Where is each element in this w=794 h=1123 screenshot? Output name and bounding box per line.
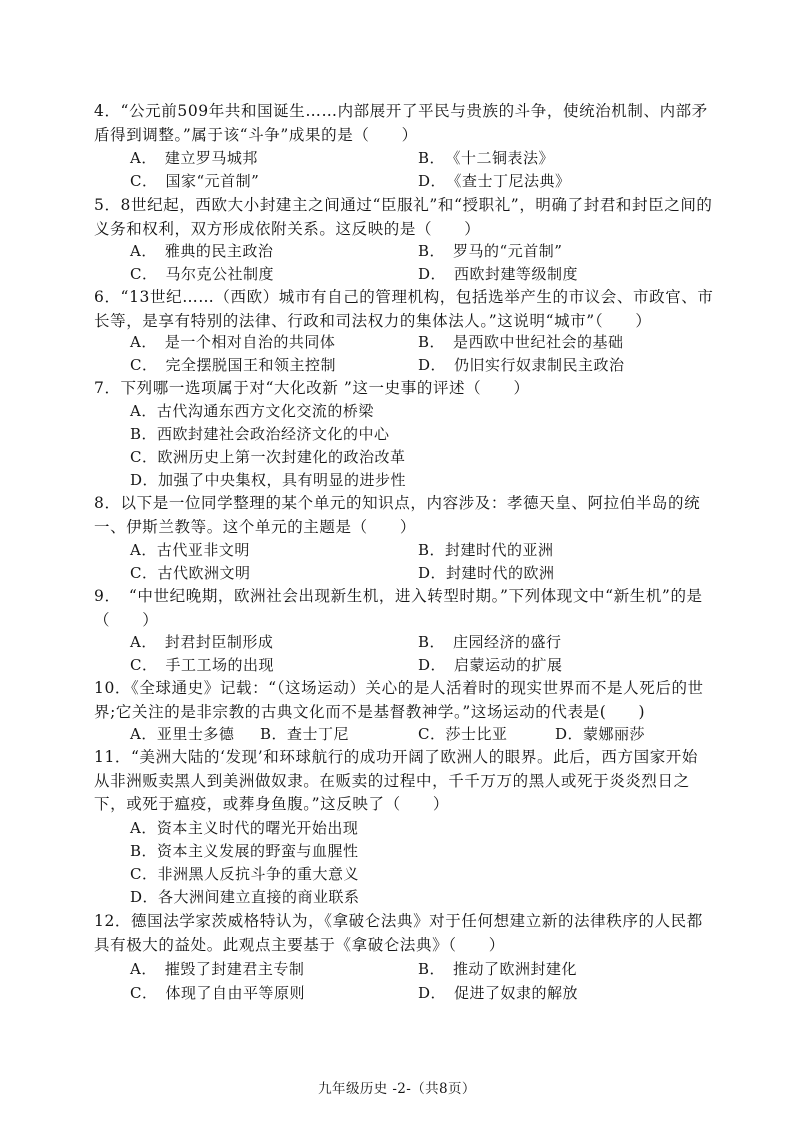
option-d: D． 启蒙运动的扩展 — [418, 656, 563, 674]
question-stem: 5．8世纪起，西欧大小封建主之间通过“臣服礼”和“授职礼”，明确了封君和封臣之间的义务和权利，双方形成依附关系。这反映的是（ ） — [94, 196, 713, 238]
option-b: B． 罗马的“元首制” — [418, 242, 563, 260]
option-b: B．查士丁尼 — [260, 725, 350, 743]
option-b: B． 《十二铜表法》 — [418, 149, 555, 167]
option-b: B． 是西欧中世纪社会的基础 — [418, 333, 624, 351]
option-c: C． 完全摆脱国王和领主控制 — [130, 356, 336, 374]
question-stem: 6．“13世纪……（西欧）城市有自己的管理机构，包括选举产生的市议会、市政官、市长等，是享有特别的法律、行政和司法权力的集体法人。”这说明“城市”（ ） — [94, 288, 714, 330]
option-a: A． 封君封臣制形成 — [130, 633, 274, 651]
option-c: C． 手工工场的出现 — [130, 656, 274, 674]
option-d: D．加强了中央集权，具有明显的进步性 — [130, 471, 407, 489]
option-c: C． 体现了自由平等原则 — [130, 984, 305, 1002]
option-d: D．蒙娜丽莎 — [555, 725, 646, 743]
option-a: A．古代亚非文明 — [130, 541, 250, 559]
option-a: A． 是一个相对自治的共同体 — [130, 333, 336, 351]
option-d: D．封建时代的欧洲 — [418, 564, 555, 582]
question-stem: 4．“公元前509年共和国诞生……内部展开了平民与贵族的斗争，使统治机制、内部矛盾得到调整。”属于该“斗争”成果的是（ ） — [94, 102, 708, 144]
question-stem: 9． “中世纪晚期，欧洲社会出现新生机，进入转型时期。”下列体现文中“新生机”的是（ ） — [94, 587, 703, 629]
option-b: B．封建时代的亚洲 — [418, 541, 554, 559]
question-stem: 7．下列哪一选项属于对“大化改新 ”这一史事的评述（ ） — [94, 379, 530, 397]
option-d: D． 促进了奴隶的解放 — [418, 984, 579, 1002]
option-a: A． 建立罗马城邦 — [130, 149, 258, 167]
option-c: C．古代欧洲文明 — [130, 564, 251, 582]
option-b: B． 庄园经济的盛行 — [418, 633, 562, 651]
option-c: C．欧洲历史上第一次封建化的政治改革 — [130, 448, 406, 466]
option-a: A．古代沟通东西方文化交流的桥梁 — [130, 402, 374, 420]
option-b: B．西欧封建社会政治经济文化的中心 — [130, 425, 390, 443]
option-c: C．非洲黑人反抗斗争的重大意义 — [130, 865, 359, 883]
option-d: D．各大洲间建立直接的商业联系 — [130, 888, 360, 906]
option-c: C． 国家“元首制” — [130, 172, 260, 190]
question-stem: 12．德国法学家茨威格特认为，《拿破仑法典》对于任何想建立新的法律秩序的人民都具有极大的益处。此观点主要基于《拿破仑法典》（ ） — [94, 912, 703, 954]
option-a: A． 摧毁了封建君主专制 — [130, 960, 305, 978]
question-stem: 8．以下是一位同学整理的某个单元的知识点，内容涉及：孝德天皇、阿拉伯半岛的统一、伊斯兰教等。这个单元的主题是（ ） — [94, 494, 701, 536]
option-b: B．资本主义发展的野蛮与血腥性 — [130, 842, 359, 860]
option-d: D． 仍旧实行奴隶制民主政治 — [418, 356, 625, 374]
option-d: D． 《查士丁尼法典》 — [418, 172, 571, 190]
option-c: C．莎士比亚 — [418, 725, 508, 743]
option-a: A．资本主义时代的曙光开始出现 — [130, 819, 359, 837]
option-c: C． 马尔克公社制度 — [130, 265, 274, 283]
option-a: A． 雅典的民主政治 — [130, 242, 274, 260]
option-a: A．亚里士多德 — [130, 725, 235, 743]
option-d: D． 西欧封建等级制度 — [418, 265, 579, 283]
option-b: B． 推动了欧洲封建化 — [418, 960, 578, 978]
question-stem: 11．“美洲大陆的‘发现’和环球航行的成功开阔了欧洲人的眼界。此后，西方国家开始从非洲贩卖黑人到美洲做奴隶。在贩卖的过程中，千千万万的黑人或死于炎炎烈日之下，或死于瘟疫，或葬身鱼腹。”这反映了（ ） — [94, 748, 699, 813]
page-footer: 九年级历史 -2-（共8页） — [318, 1081, 476, 1097]
question-stem: 10．《全球通史》记载：“（这场运动）关心的是人活着时的现实世界而不是人死后的世界;它关注的是非宗教的古典文化而不是基督教神学。”这场运动的代表是( ) — [94, 679, 704, 721]
